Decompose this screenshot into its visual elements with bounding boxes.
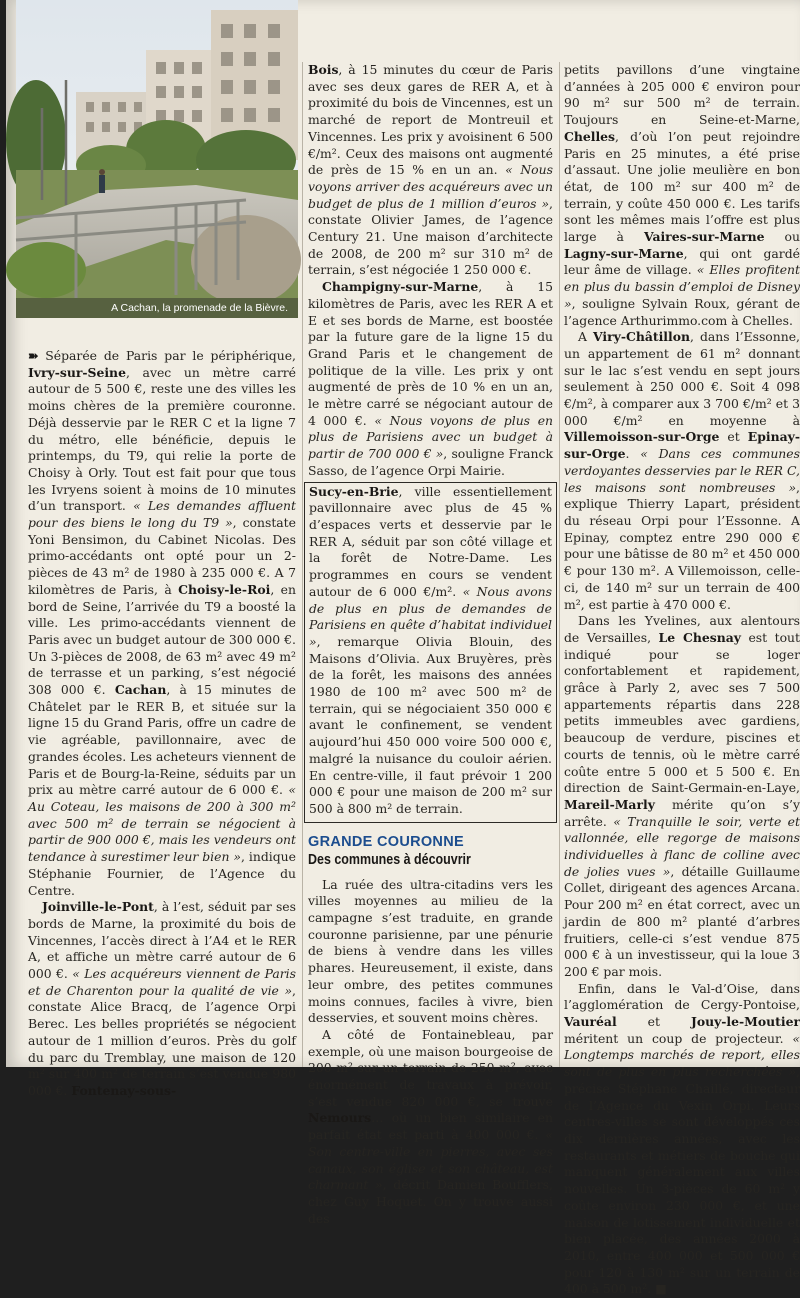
place-name: Nemours [308, 1110, 372, 1126]
cachan-photo [16, 0, 298, 318]
place-name: Jouy-le-Moutier [690, 1014, 800, 1030]
section-kicker: GRANDE COURONNE [308, 833, 464, 850]
section-title: Des communes à découvrir [308, 851, 471, 868]
quote: « Nous voyons de plus en plus de Parisiens avec un budget à partir de 700 000 € » [308, 412, 554, 462]
paragraph-chelles: petits pavillons d’une vingtaine d’années à 205 000 € environ pour 90 m² sur 500 m² de terrain. Toujours en Seine-et-Marne, Chelles, d’où l’on peut rejoindre Paris en 25 minutes, a été prise d’assaut. Une jolie meulière en bon état, de 100 m² sur 400 m² de terrain, y coûte 450 000 €. Les tarifs sont les mêmes mais l’offre est plus large à Vaires-sur-Marne ou Lagny-sur-Marne, qui ont gardé leur âme de village. « Elles profitent en plus du bassin d’emploi de Disney », souligne Sylvain Roux, gérant de l’agence Arthurimmo.com à Chelles. [564, 62, 800, 328]
photo-caption: A Cachan, la promenade de la Bièvre. [16, 298, 298, 318]
section-heading [308, 833, 553, 869]
magazine-page [6, 0, 800, 1297]
column-2 [308, 62, 554, 1226]
column-1 [28, 348, 296, 1098]
paragraph-ivry: ➽ Séparée de Paris par le périphérique, Ivry-sur-Seine, avec un mètre carré autour de 5 500 €, reste une des villes les moins chères de la première couronne. Déjà desservie par le RER C et la ligne 7 du métro, elle bénéficie, depuis le printemps, du T9, qui relie la porte de Choisy à Orly. Tout est fait pour que tous les Ivryens soient à moins de 10 minutes d’un transport. « Les demandes affluent pour des biens le long du T9 », constate Yoni Bensimon, du Cabinet Nicolas. Des primo-accédants ont opté pour un 2-pièces de 43 m² de 1980 à 235 000 €. A 7 kilomètres de Paris, à Choisy-le-Roi, en bord de Seine, l’arrivée du T9 a boosté la ville. Les primo-accédants viennent de Paris avec un budget autour de 300 000 €. Un 3-pièces de 2008, de 63 m² avec 49 m² de terrasse et un parking, s’est négocié 308 000 €. Cachan, à 15 minutes de Châtelet par le RER B, et située sur la ligne 15 du Grand Paris, offre un cadre de vie agréable, pavillonnaire, avec de grandes écoles. Les acheteurs viennent de Paris et de Bourg-la-Reine, séduits par un prix au mètre carré autour de 6 000 €. « Au Coteau, les maisons de 200 à 300 m² avec 500 m² de terrain se négocient à partir de 900 000 €, mais les vendeurs ont tendance à surestimer leur bien », indique Stéphanie Fournier, de l’Agence du Centre. [28, 348, 296, 898]
paragraph-nemours: A côté de Fontainebleau, par exemple, où une maison bourgeoise de 200 m² sur un terrain de 250 m², avec énormément de travaux à prévoir, s’est vendue 820 000 €, se trouve Nemours… où un bien similaire en parfait état est parti à 400 000 €. « Son centre-ville en pierres, avec ses canaux, son église et son château, est charmant », décrit Damien Boufflers, chez Guy Hoquet. On y trouve aussi des [308, 1026, 553, 1226]
paragraph-joinville: Joinville-le-Pont, à l’est, séduit par ses bords de Marne, la proximité du bois de Vincennes, l’accès direct à l’A4 et le RER A, et affiche un mètre carré autour de 6 000 €. « Les acquéreurs viennent de Paris et de Charenton pour la qualité de vie », constate Alice Bracq, de l’agence Orpi Berec. Les belles propriétés se négocient autour de 1 million d’euros. Près du golf du parc du Tremblay, une maison de 120 m² sur 400 m² de terrain s’est vendue 980 000 €. Fontenay-sous- [28, 899, 296, 1098]
end-mark-icon: ■ [655, 1281, 667, 1297]
place-name: Choisy-le-Roi [178, 581, 271, 597]
quote: « Nous voyons arriver des acquéreurs avec un budget de plus de 1 million d’euros » [308, 162, 553, 211]
paragraph-viry: A Viry-Châtillon, dans l’Essonne, un appartement de 61 m² donnant sur le lac s’est vendu en sept jours seulement à 250 000 €. Soit 4 098 €/m², à comparer aux 3 700 €/m² et 3 000 €/m² en moyenne à Villemoisson-sur-Orge et Epinay-sur-Orge. « Dans ces communes verdoyantes desservies par le RER C, les maisons sont nombreuses », explique Thierry Lapart, président du réseau Orpi pour l’Essonne. A Epinay, comptez entre 290 000 € pour une bâtisse de 80 m² et 450 000 € pour 130 m². A Villemoisson, celle-ci, de 140 m² sur un terrain de 400 m², est partie à 470 000 €. [564, 329, 800, 612]
place-name: Villemoisson-sur-Orge [564, 429, 720, 445]
quote: « Nous avons de plus en plus de demandes de Parisiens en quête d’habitat individuel » [309, 583, 552, 649]
place-name: Chelles [564, 128, 616, 144]
place-name: Sucy-en-Brie [309, 483, 399, 499]
place-name: Viry-Châtillon [592, 329, 690, 345]
place-name: Epinay-sur-Orge [564, 429, 800, 462]
place-name: Fontenay-sous- [71, 1082, 177, 1098]
arrow-icon: ➽ [28, 348, 39, 363]
place-name: Vaires-sur-Marne [643, 229, 765, 245]
column-divider [302, 62, 303, 1067]
promenade-photo-illustration [16, 0, 298, 318]
column-divider [559, 62, 560, 1067]
place-name: Ivry-sur-Seine [28, 364, 126, 380]
quote: « Tranquille le soir, verte et vallonnée, elle regorge de maisons individuelles à flanc de colline avec de jolies vues » [564, 813, 800, 879]
place-name: Cachan [114, 682, 167, 698]
place-name: Mareil-Marly [564, 796, 655, 812]
column-3 [564, 62, 800, 1297]
paragraph-yvelines: Dans les Yvelines, aux alentours de Versailles, Le Chesnay est tout indiqué pour se loger confortablement et rapidement, grâce à Parly 2, avec ses 7 500 appartements répartis dans 228 petits immeubles avec gardiens, beaucoup de verdure, piscines et courts de tennis, où le mètre carré coûte entre 5 000 et 5 500 €. En direction de Saint-Germain-en-Laye, Mareil-Marly mérite qu’on s’y arrête. « Tranquille le soir, verte et vallonnée, elle regorge de maisons individuelles à flanc de colline avec de jolies vues », détaille Guillaume Collet, dirigeant des agences Arcana. Pour 200 m² en état correct, avec un jardin de 800 m² planté d’arbres fruitiers, celle-ci s’est vendue 875 000 € à un investisseur, qui la loue 3 200 € par mois. [564, 613, 800, 979]
quote: « Les demandes affluent pour des biens le long du T9 » [28, 498, 296, 531]
paragraph-champigny: Champigny-sur-Marne, à 15 kilomètres de Paris, avec les RER A et E et ses bords de Marne, est boostée par la future gare de la ligne 15 du Grand Paris et le changement de politique de la ville. Les prix y ont augmenté de près de 10 % en un an, le mètre carré se négociant autour de 4 000 €. « Nous voyons de plus en plus de Parisiens avec un budget à partir de 700 000 € », souligne Franck Sasso, de l’agence Orpi Mairie. [308, 279, 554, 478]
quote: « Elles profitent en plus du bassin d’emploi de Disney » [564, 262, 800, 311]
paragraph-val-d-oise: Enfin, dans le Val-d’Oise, dans l’agglomération de Cergy-Pontoise, Vauréal et Jouy-le-Moutier méritent un coup de projecteur. « Longtemps marchés de report, elles sont de plus en plus recherchées », précise Stéphane Chaillé, directeur de l’Agence du Vexin Orpi. Leurs centres-villes se sont développés ces dix dernières années, avec les restaurants et métiers de bouche qui manquent généralement aux villes nouvelles. Un 3-pièces de 60 m² y coûte environ 230 000 €, et une maison de lotissement individuelle et bien placée, des années 2000 à 2010, entre 400 000 et 500 000 € pour 120 à 130 m² sur un terrain de 400 à 500 m². ■ [564, 980, 800, 1297]
place-name: Champigny-sur-Marne [322, 279, 479, 295]
quote: « Son centre-ville en pierres, avec ses canaux, son église et son château, est charmant » [308, 1127, 553, 1193]
highlighted-box-sucy [304, 482, 557, 823]
quote: « Longtemps marchés de report, elles sont de plus en plus recherchées » [564, 1030, 800, 1080]
paragraph-sucy: Sucy-en-Brie, ville essentiellement pavillonnaire avec plus de 45 % d’espaces verts et desservie par le RER A, séduit par son côté village et la forêt de Notre-Dame. Les programmes en cours se vendent autour de 6 000 €/m². « Nous avons de plus en plus de demandes de Parisiens en quête d’habitat individuel », remarque Olivia Blouin, des Maisons d’Olivia. Aux Bruyères, près de la forêt, les maisons des années 1980 de 100 m² avec 500 m² de terrain, qui se négociaient 350 000 € avant le confinement, se vendent aujourd’hui 450 000 voire 500 000 €, malgré la nuisance du couloir aérien. En centre-ville, il faut prévoir 1 200 000 € pour une maison de 200 m² sur 500 à 800 m² de terrain. [309, 483, 552, 816]
quote: « Au Coteau, les maisons de 200 à 300 m² avec 500 m² de terrain se négocient à partir de 900 000 €, mais les vendeurs ont tendance à surestimer leur bien » [28, 782, 296, 865]
quote: « Dans ces communes verdoyantes desservies par le RER C, les maisons sont nombreuses » [564, 446, 800, 495]
place-name: Le Chesnay [658, 629, 741, 645]
paragraph-fontenay: Bois, à 15 minutes du cœur de Paris avec ses deux gares de RER A, et à proximité du bois de Vincennes, est un marché de report de Montreuil et Vincennes. Les prix y avoisinent 6 500 €/m². Ceux des maisons ont augmenté de près de 15 % en un an. « Nous voyons arriver des acquéreurs avec un budget de plus de 1 million d’euros », constate Olivier James, de l’agence Century 21. Une maison d’architecte de 2008, de 200 m² sur 310 m² de terrain, s’est négociée 1 250 000 €. [308, 62, 553, 278]
paragraph-intro: La ruée des ultra-citadins vers les villes moyennes au milieu de la campagne s’est traduite, en grande couronne parisienne, par une pénurie de biens à vendre dans les villes phares. Heureusement, il existe, dans leur ombre, des petites communes moins connues, faciles à vivre, bien desservies, et souvent moins chères. [308, 876, 553, 1026]
quote: « Les acquéreurs viennent de Paris et de Charenton pour la qualité de vie » [28, 966, 296, 998]
place-name: Lagny-sur-Marne [564, 245, 684, 261]
place-name: Vauréal [564, 1014, 617, 1030]
place-name: Bois [308, 62, 339, 77]
place-name: Joinville-le-Pont [42, 899, 154, 915]
